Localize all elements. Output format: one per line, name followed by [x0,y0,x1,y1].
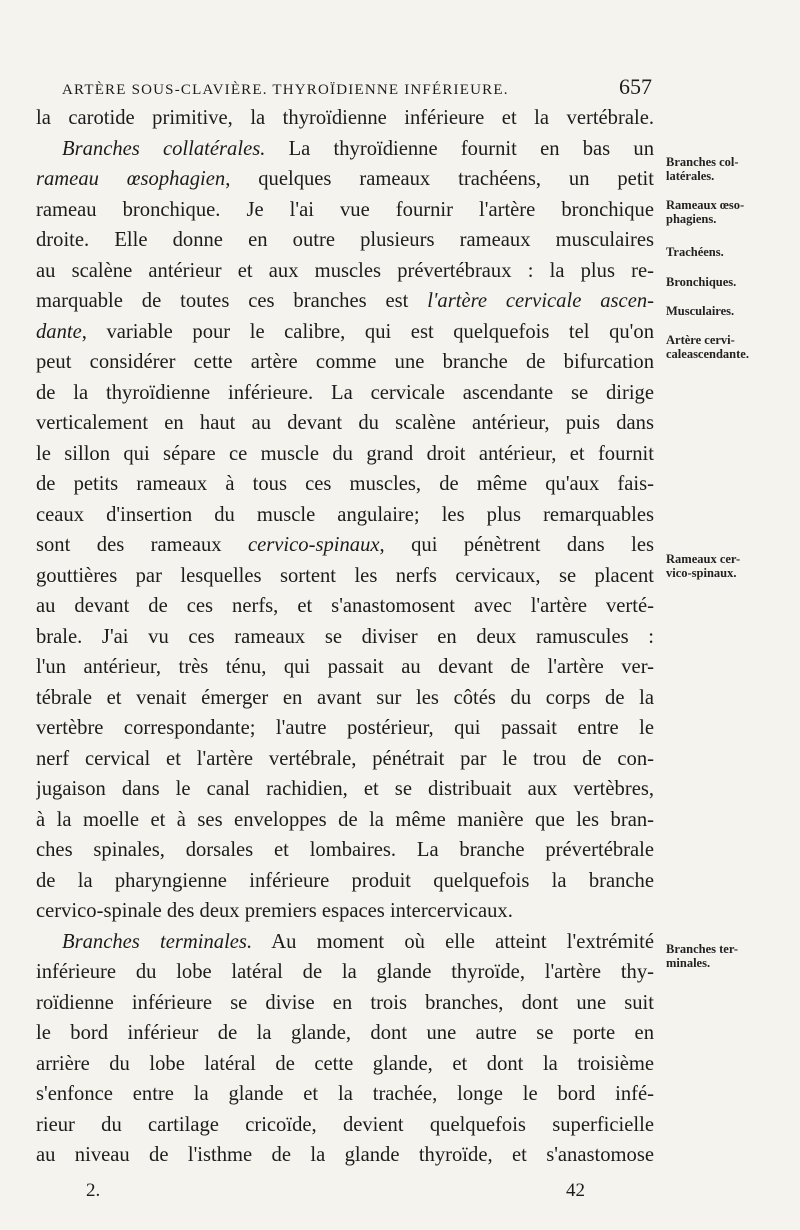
text-line: jugaison dans le canal rachidien, et se distribuait aux vertèbres, [36,778,654,800]
text-line: l'un antérieur, très ténu, qui passait au devant de l'artère ver- [36,656,654,678]
text-line: inférieure du lobe latéral de la glande thyroïde, l'artère thy- [36,961,654,983]
text-line: cervico-spinale des deux premiers espaces intercervicaux. [36,900,513,922]
text-line: arrière du lobe latéral de cette glande, et dont la troisième [36,1052,654,1075]
text-line: ches spinales, dorsales et lombaires. La branche prévertébrale [36,839,654,861]
sheet-number: 42 [566,1180,585,1201]
text-line: s'enfonce entre la glande et la trachée, longe le bord infé- [36,1083,654,1105]
text-line: au scalène antérieur et aux muscles prévertébraux : la plus re- [36,259,654,282]
text-line: tébrale et venait émerger en avant sur les côtés du corps de la [36,686,654,709]
text-line: rameau bronchique. Je l'ai vue fournir l'artère bronchique [36,198,654,221]
margin-note: Rameaux œso- phagiens. [666,198,745,226]
margin-note: Branches ter- minales. [666,942,739,970]
text-line: de la thyroïdienne inférieure. La cervicale ascendante se dirige [36,381,654,404]
term-cervico-spinaux: cervico-spinaux [248,534,380,556]
subheading-branches-collaterales: Branches collatérales. [62,137,266,160]
running-head [62,74,652,100]
text-line: roïdienne inférieure se divise en trois branches, dont une suit [36,991,654,1014]
text-line: à la moelle et à ses enveloppes de la même manière que les bran- [36,808,654,831]
text-line: marquable de toutes ces branches est l'artère cervicale ascen- [36,290,654,312]
text-line: la carotide primitive, la thyroïdienne inférieure et la vertébrale. [36,107,654,129]
text-line: vertèbre correspondante; l'autre postérieur, qui passait entre le [36,717,654,739]
running-head-title: ARTÈRE SOUS-CLAVIÈRE. THYROÏDIENNE INFÉRIEURE. [62,82,509,98]
text-line: nerf cervical et l'artère vertébrale, pénétrait par le trou de con- [36,747,654,770]
subheading-branches-terminales: Branches terminales. [62,930,253,953]
margin-note: Artère cervi- caleascendante. [666,333,749,361]
term-dante: dante [36,320,82,343]
text-line: dante, variable pour le calibre, qui est quelquefois tel qu'on [36,320,654,343]
text-line: brale. J'ai vu ces rameaux se diviser en deux ramuscules : [36,625,654,648]
text-line: de petits rameaux à tous ces muscles, de même qu'aux fais- [36,473,654,495]
signature-mark: 2. [86,1180,101,1201]
term-artere-cervicale-ascendante: l'artère cervicale ascen- [427,290,654,312]
body-text [36,103,654,1171]
text-line: au devant de ces nerfs, et s'anastomosent avec l'artère verté- [36,595,654,617]
margin-note: Rameaux cer- vico-spinaux. [666,552,741,580]
text-line: rieur du cartilage cricoïde, devient quelquefois superficielle [36,1113,654,1136]
margin-note: Trachéens. [666,245,724,259]
text-line: droite. Elle donne en outre plusieurs rameaux musculaires [36,229,654,251]
text-line: Branches terminales. Au moment où elle atteint l'extrémité [62,930,654,953]
margin-note: Branches col- latérales. [666,155,739,183]
text-line: de la pharyngienne inférieure produit quelquefois la branche [36,869,654,892]
margin-note: Bronchiques. [666,275,737,289]
margin-note: Musculaires. [666,304,735,318]
text-line: verticalement en haut au devant du scalène antérieur, puis dans [36,412,654,434]
text-line: le sillon qui sépare ce muscle du grand droit antérieur, et fournit [36,442,654,465]
text-line: peut considérer cette artère comme une branche de bifurcation [36,351,654,373]
text-line: ceaux d'insertion du muscle angulaire; les plus remarquables [36,503,654,526]
text-line: sont des rameaux cervico-spinaux, qui pénètrent dans les [36,534,654,556]
page-number: 657 [619,74,652,99]
text-line: Branches collatérales. La thyroïdienne fournit en bas un [62,137,654,160]
text-line: gouttières par lesquelles sortent les nerfs cervicaux, se placent [36,564,654,587]
text-line: le bord inférieur de la glande, dont une autre se porte en [36,1022,654,1044]
text-line: rameau œsophagien, quelques rameaux trachéens, un petit [36,168,654,190]
term-rameau-oesophagien: rameau œsophagien [36,168,226,190]
text-line: au niveau de l'isthme de la glande thyroïde, et s'anastomose [36,1144,654,1166]
